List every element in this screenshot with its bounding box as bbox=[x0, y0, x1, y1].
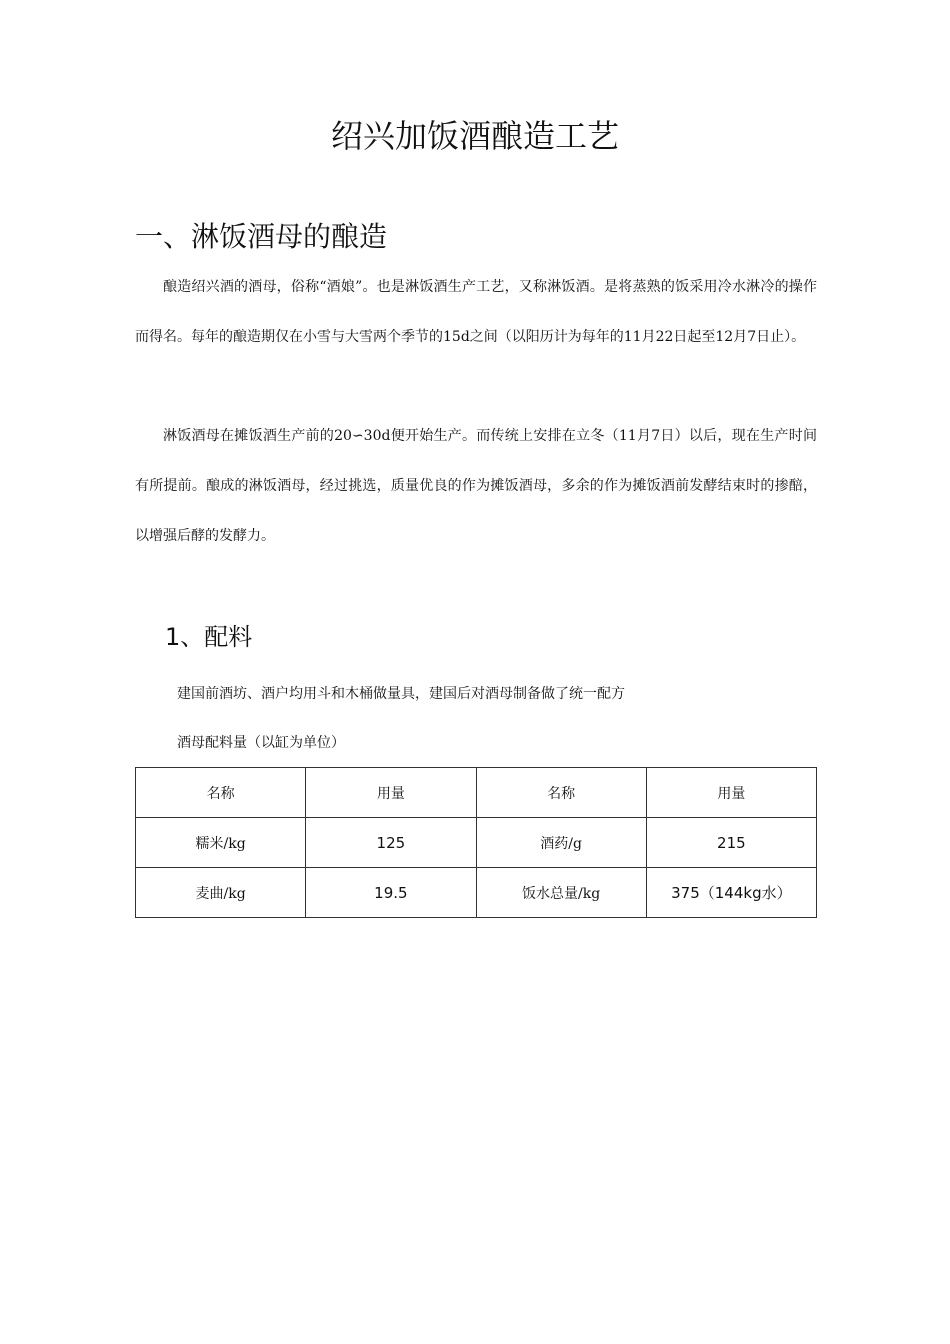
table-header-cell: 名称 bbox=[476, 768, 646, 818]
table-header-cell: 名称 bbox=[136, 768, 306, 818]
table-cell: 麦曲/kg bbox=[136, 868, 306, 918]
table-row bbox=[136, 868, 817, 918]
document-title: 绍兴加饭酒酿造工艺 bbox=[330, 117, 619, 155]
section-heading: 一、淋饭酒母的酿造 bbox=[135, 220, 388, 253]
table-row bbox=[136, 818, 817, 868]
table-cell: 375（144kg水） bbox=[646, 868, 816, 918]
table-cell: 125 bbox=[306, 818, 476, 868]
table-cell: 酒药/g bbox=[476, 818, 646, 868]
table-cell: 215 bbox=[646, 818, 816, 868]
table-cell: 糯米/kg bbox=[136, 818, 306, 868]
table-caption: 酒母配料量（以缸为单位） bbox=[177, 735, 345, 751]
table-header-cell: 用量 bbox=[646, 768, 816, 818]
subsection-heading: 1、配料 bbox=[165, 623, 253, 651]
table-header-row bbox=[136, 768, 817, 818]
table-cell: 饭水总量/kg bbox=[476, 868, 646, 918]
table-cell: 19.5 bbox=[306, 868, 476, 918]
recipe-note: 建国前酒坊、酒户均用斗和木桶做量具，建国后对酒母制备做了统一配方 bbox=[177, 686, 625, 702]
paragraph: 酿造绍兴酒的酒母，俗称“酒娘”。也是淋饭酒生产工艺，又称淋饭酒。是将蒸熟的饭采用冷水淋冷的操作而得名。每年的酿造期仅在小雪与大雪两个季节的15d之间（以阳历计为每年的11月22日起至12月7日止）。 bbox=[135, 279, 817, 345]
table-header-cell: 用量 bbox=[306, 768, 476, 818]
recipe-table bbox=[135, 767, 817, 918]
paragraph: 淋饭酒母在摊饭酒生产前的20∽30d便开始生产。而传统上安排在立冬（11月7日）以后，现在生产时间有所提前。酿成的淋饭酒母，经过挑选，质量优良的作为摊饭酒母，多余的作为摊饭酒前发酵结束时的掺醅，以增强后酵的发酵力。 bbox=[135, 428, 817, 544]
